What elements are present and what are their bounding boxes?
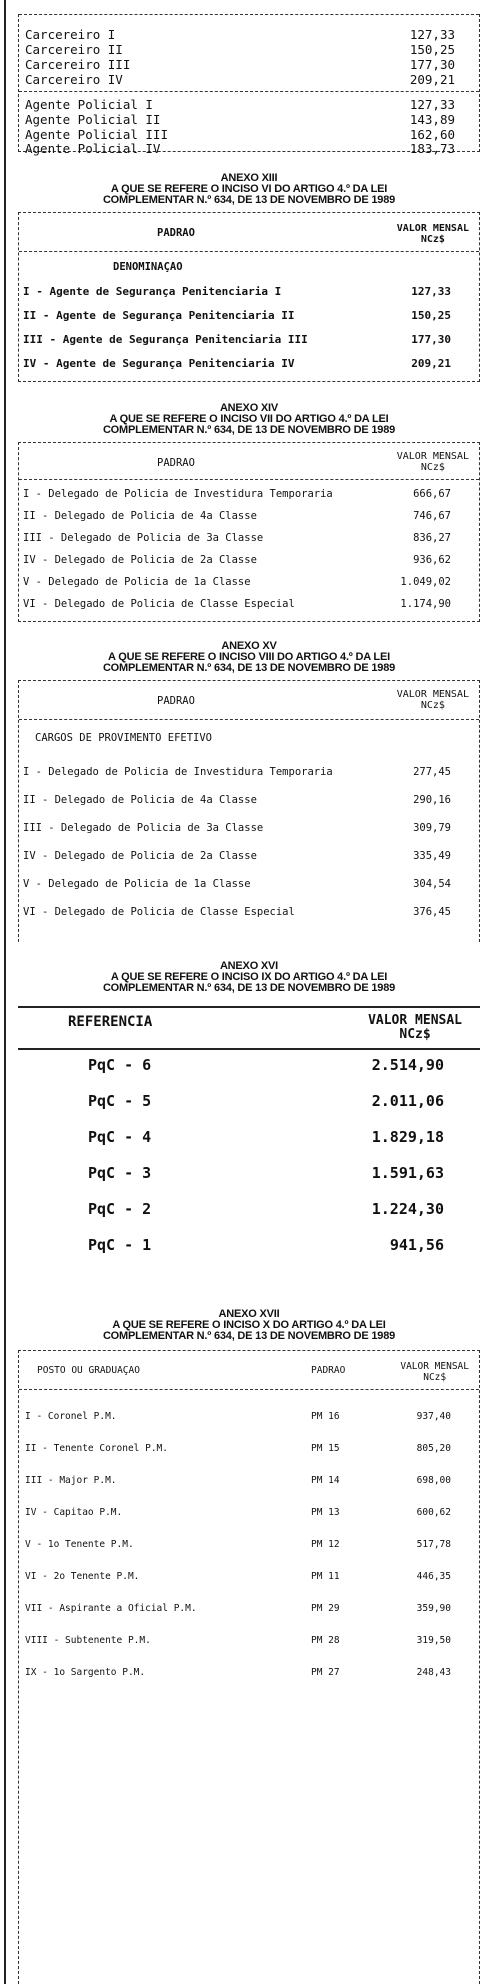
table-row: Carcereiro III 177,30 [25,57,455,72]
annex15-table: PADRAO VALOR MENSAL NCz$ CARGOS DE PROVIMENTO EFETIVO I - Delegado de Policia de Investidura Temporaria 277,45 II - Delegado de Policia de 4a Classe 290,16 III - Delegado de Policia de 3a Classe 309,79 IV - Delegado de Policia de 2a Classe 335,49 V - Delegado de Policia de 1a Classe 304,54 VI - Delegado de Policia de Classe Especial 376,45 [18,680,480,942]
table-row: Carcereiro II 150,25 [25,42,455,57]
column-header: VALOR MENSAL NCz$ [396,223,469,245]
annex-subtitle: COMPLEMENTAR N.º 634, DE 13 DE NOVEMBRO DE 1989 [102,662,396,674]
annex-title: ANEXO XIII [220,172,278,184]
table-row: Carcereiro IV 209,21 [25,72,455,87]
annex-title: ANEXO XVII [218,1308,280,1320]
column-header: REFERENCIA [68,1014,153,1030]
annex17-table: POSTO OU GRADUAÇAO PADRAO VALOR MENSAL NCz$ I - Coronel P.M. PM 16 937,40 II - Tenente Coronel P.M. PM 15 805,20 III - Major P.M. PM 14 698,00 IV - Capitao P.M. PM 13 600,62 V - 1o Tenente P.M. PM 12 517,78 VI - 2o Tenente P.M. PM 11 446,35 VII - Aspirante a Oficial P.M. PM 29 359,90 VIII - Subtenente P.M. PM 28 319,50 IX - 1o Sargento P.M. PM 27 248,43 [18,1350,480,1984]
column-header: PADRAO [157,695,195,707]
annex16-table: REFERENCIA VALOR MENSAL NCz$ PqC - 6 2.514,90 PqC - 5 2.011,06 PqC - 4 1.829,18 PqC - 3 1.591,63 PqC - 2 1.224,30 PqC - 1 941,56 [18,1000,480,1272]
column-header: PADRAO [157,227,195,239]
table-row: Agente Policial I 127,33 [25,97,455,112]
column-header: VALOR MENSAL NCz$ [368,1013,462,1042]
table-row: Agente Policial III 162,60 [25,127,455,142]
annex-subtitle: A QUE SE REFERE O INCISO VIII DO ARTIGO 4.º DA LEI [108,651,390,663]
table-row: Agente Policial II 143,89 [25,112,455,127]
annex-subtitle: COMPLEMENTAR N.º 634, DE 13 DE NOVEMBRO DE 1989 [102,194,396,206]
annex-subtitle: A QUE SE REFERE O INCISO VII DO ARTIGO 4.º DA LEI [109,413,389,425]
annex14-table: PADRAO VALOR MENSAL NCz$ I - Delegado de Policia de Investidura Temporaria 666,67 II - Delegado de Policia de 4a Classe 746,67 III - Delegado de Policia de 3a Classe 836,27 IV - Delegado de Policia de 2a Classe 936,62 V - Delegado de Policia de 1a Classe 1.049,02 VI - Delegado de Policia de Classe Especial 1.174,90 [18,442,480,622]
annex-subtitle: COMPLEMENTAR N.º 634, DE 13 DE NOVEMBRO DE 1989 [102,424,396,436]
table-row: Agente Policial IV 183,73 [25,141,455,156]
column-header: VALOR MENSAL NCz$ [400,1361,469,1383]
annex-subtitle: COMPLEMENTAR N.º 634, DE 13 DE NOVEMBRO DE 1989 [102,1330,396,1342]
annex-subtitle: A QUE SE REFERE O INCISO X DO ARTIGO 4.º DA LEI [112,1319,386,1331]
column-header: PADRAO [157,457,195,469]
annex-subtitle: A QUE SE REFERE O INCISO IX DO ARTIGO 4.º DA LEI [110,971,388,983]
annex-subtitle: COMPLEMENTAR N.º 634, DE 13 DE NOVEMBRO DE 1989 [102,982,396,994]
annex13-table: PADRAO VALOR MENSAL NCz$ DENOMINAÇAO I - Agente de Segurança Penitenciaria I 127,33 II - Agente de Segurança Penitenciaria II 150,25 III - Agente de Segurança Penitenciaria III 177,30 IV - Agente de Segurança Penitenciaria IV 209,21 [18,212,480,382]
column-header: VALOR MENSAL NCz$ [396,451,469,473]
top-table [18,14,480,156]
section-label: DENOMINAÇAO [113,261,183,273]
column-header: VALOR MENSAL NCz$ [396,689,469,711]
annex-subtitle: A QUE SE REFERE O INCISO VI DO ARTIGO 4.º DA LEI [110,183,388,195]
annex-title: ANEXO XV [221,640,277,652]
annex-title: ANEXO XIV [219,402,279,414]
table-row: Carcereiro I 127,33 [25,27,455,42]
annex-title: ANEXO XVI [219,960,279,972]
